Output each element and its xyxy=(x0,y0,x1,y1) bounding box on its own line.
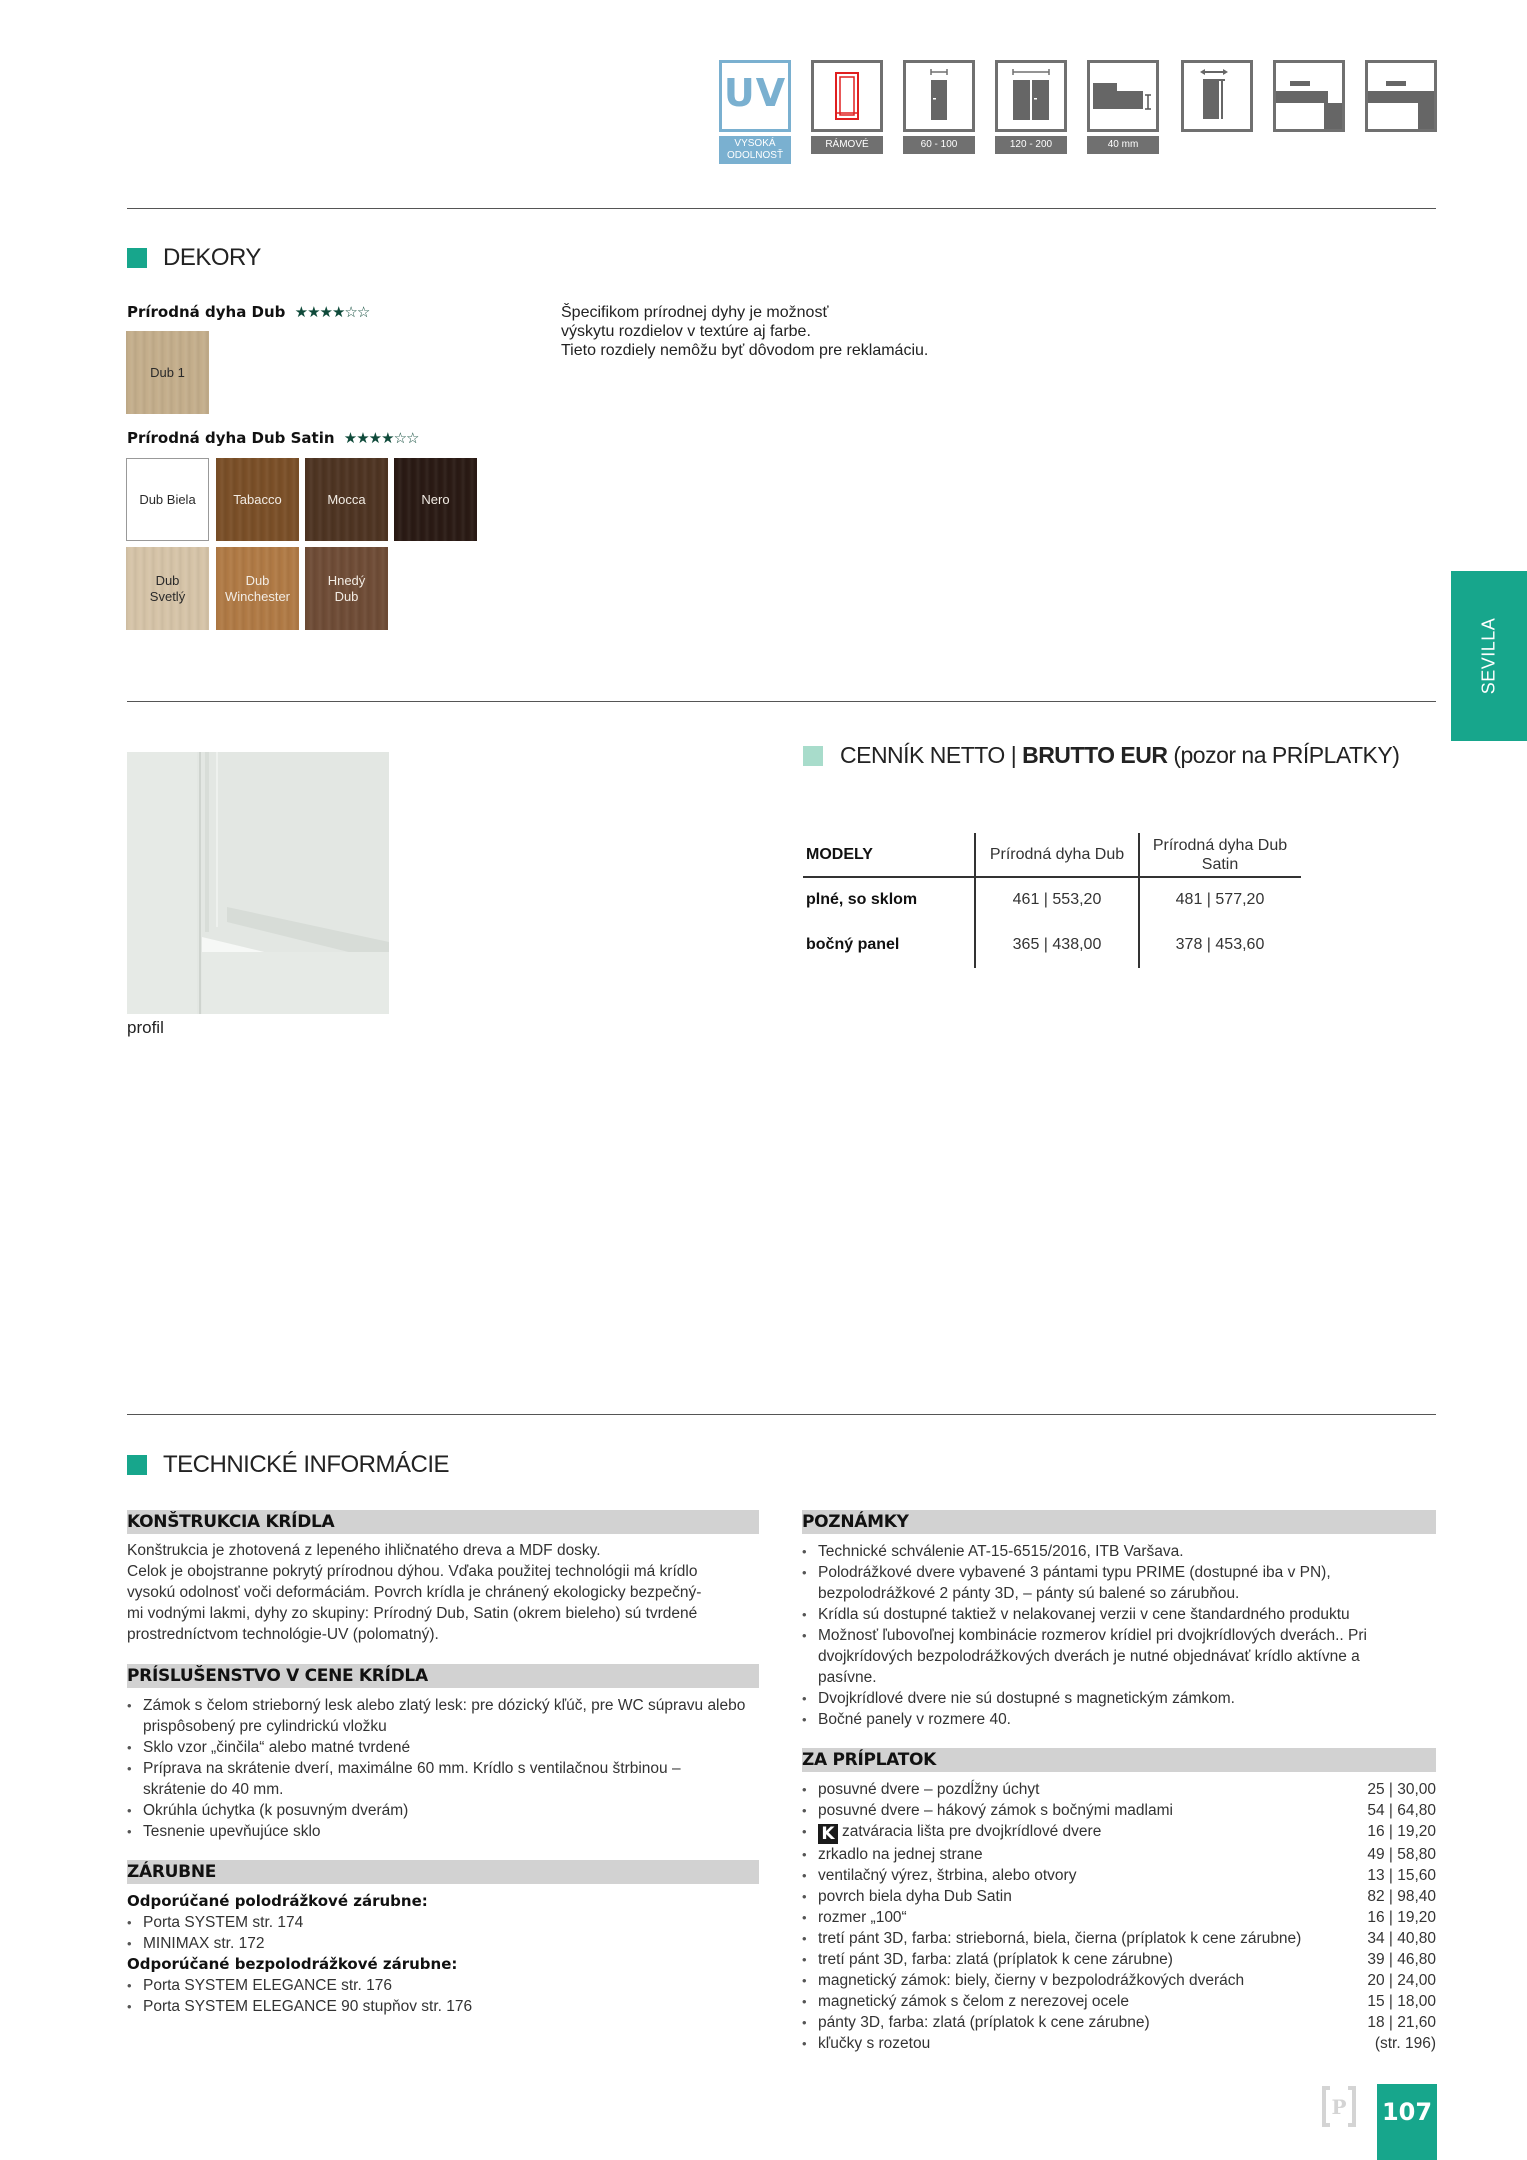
construction-heading: KONŠTRUKCIA KRÍDLA xyxy=(127,1510,759,1534)
list-item: • Sklo vzor „činčila“ alebo matné tvrdené xyxy=(127,1737,747,1758)
surcharge-item: • posuvné dvere – pozdĺžny úchyt 25 | 30,00 xyxy=(802,1779,1436,1800)
table-header: Prírodná dyha Dub Satin xyxy=(1152,837,1288,873)
door-thickness-icon xyxy=(1087,60,1159,132)
frames-subheading: Odporúčané bezpolodrážkové zárubne: xyxy=(127,1955,458,1973)
table-header: Prírodná dyha Dub xyxy=(989,846,1125,863)
list-item: • Zámok s čelom strieborný lesk alebo zlatý lesk: pre dózický kľúč, pre WC súpravu alebo prispôsobený pre cylindrickú vložku xyxy=(127,1695,747,1737)
list-item: • Porta SYSTEM ELEGANCE str. 176 xyxy=(127,1975,747,1996)
rating-stars-icon: ★★★★☆☆ xyxy=(294,303,370,321)
table-cell: 378 | 453,60 xyxy=(1175,936,1265,953)
list-item: • Polodrážkové dvere vybavené 3 pántami typu PRIME (dostupné iba v PN), bezpolodrážkové 2 pánty 3D, – pánty sú balené so zárubňou. xyxy=(802,1562,1422,1604)
frames-heading: ZÁRUBNE xyxy=(127,1860,759,1884)
section-marker xyxy=(803,746,823,766)
list-item: • Porta SYSTEM ELEGANCE 90 stupňov str. 176 xyxy=(127,1996,747,2017)
table-cell: 461 | 553,20 xyxy=(1012,891,1102,908)
table-cell: 365 | 438,00 xyxy=(1012,936,1102,953)
accessories-list xyxy=(127,1695,747,1842)
single-door-width-label: 60 - 100 xyxy=(903,136,975,154)
k-badge-icon: K xyxy=(818,1824,838,1844)
model-side-tab[interactable]: SEVILLA xyxy=(1451,571,1527,741)
list-item: • Porta SYSTEM str. 174 xyxy=(127,1912,747,1933)
surcharge-item: • tretí pánt 3D, farba: zlatá (príplatok k cene zárubne) 39 | 46,80 xyxy=(802,1949,1436,1970)
swatch-hnedy-dub[interactable]: Hnedý Dub xyxy=(305,547,388,630)
swatch-dub-biela[interactable]: Dub Biela xyxy=(126,458,209,541)
divider xyxy=(127,1414,1436,1415)
surcharge-item: • magnetický zámok s čelom z nerezovej ocele 15 | 18,00 xyxy=(802,1991,1436,2012)
uv-resistance-icon: UV xyxy=(719,60,791,132)
rebated-frame-icon xyxy=(1273,60,1345,132)
decors-title: DEKORY xyxy=(163,244,261,271)
list-item: • Možnosť ľubovoľnej kombinácie rozmerov krídiel pri dvojkrídlových dverách.. Pri dvojkrídových bezpolodrážkových dverách je nutné objednávať krídlo aktívne a pasívne. xyxy=(802,1625,1422,1688)
frame-door-label: RÁMOVÉ xyxy=(811,136,883,154)
list-item: • Okrúhla úchytka (k posuvným dverám) xyxy=(127,1800,747,1821)
veneer-note: Špecifikom prírodnej dyhy je možnosť výskytu rozdielov v textúre aj farbe. Tieto rozdiely nemôžu byť dôvodom pre reklamáciu. xyxy=(561,304,929,359)
table-cell: 481 | 577,20 xyxy=(1175,891,1265,908)
swatch-dub-winchester[interactable]: Dub Winchester xyxy=(216,547,299,630)
non-rebated-frame-icon xyxy=(1365,60,1437,132)
frame-door-icon xyxy=(811,60,883,132)
list-item: • Tesnenie upevňujúce sklo xyxy=(127,1821,747,1842)
decor-group-title: Prírodná dyha Dub Satin ★★★★☆☆ xyxy=(127,429,419,447)
sliding-door-icon xyxy=(1181,60,1253,132)
list-item: • Príprava na skrátenie dverí, maximálne 60 mm. Krídlo s ventilačnou štrbinou – skrátenie do 40 mm. xyxy=(127,1758,747,1800)
list-item: • Krídla sú dostupné taktiež v nelakovanej verzii v cene štandardného produktu xyxy=(802,1604,1422,1625)
construction-text: Konštrukcia je zhotovená z lepeného ihličnatého dreva a MDF dosky. Celok je obojstranne pokrytý prírodnou dýhou. Vďaka použitej technológii má krídlo vysokú odolnosť voči deformáciám. Povrch krídla je chránený ekologicky bezpečný- mi vodnými lakmi, dyhy zo skupiny: Prírodný Dub, Satin (okrem bieleho) sú tvrdené prostredníctvom technológie-UV (polomatný). xyxy=(127,1542,702,1643)
list-item: • Dvojkrídlové dvere nie sú dostupné s magnetickým zámkom. xyxy=(802,1688,1422,1709)
svg-text:P: P xyxy=(1331,2095,1347,2119)
swatch-mocca[interactable]: Mocca xyxy=(305,458,388,541)
frames-subheading: Odporúčané polodrážkové zárubne: xyxy=(127,1892,428,1910)
divider xyxy=(127,208,1436,209)
table-header: MODELY xyxy=(806,846,873,863)
list-item: • Technické schválenie AT-15-6515/2016, ITB Varšava. xyxy=(802,1541,1422,1562)
surcharge-item: • posuvné dvere – hákový zámok s bočnými madlami 54 | 64,80 xyxy=(802,1800,1436,1821)
surcharge-list xyxy=(802,1779,1436,2054)
surcharge-item: • tretí pánt 3D, farba: strieborná, biela, čierna (príplatok k cene zárubne) 34 | 40,80 xyxy=(802,1928,1436,1949)
list-item: • Bočné panely v rozmere 40. xyxy=(802,1709,1422,1730)
price-list-title: CENNÍK NETTO | BRUTTO EUR (pozor na PRÍPLATKY) xyxy=(840,742,1400,768)
swatch-dub-svetly[interactable]: Dub Svetlý xyxy=(126,547,209,630)
surcharge-item: • ventilačný výrez, štrbina, alebo otvory 13 | 15,60 xyxy=(802,1865,1436,1886)
surcharge-item: • K zatváracia lišta pre dvojkrídlové dvere 16 | 19,20 xyxy=(802,1821,1436,1844)
surcharge-heading: ZA PRÍPLATOK xyxy=(802,1748,1436,1772)
double-door-width-icon xyxy=(995,60,1067,132)
brand-logo-icon xyxy=(1320,2084,1358,2129)
tech-info-title: TECHNICKÉ INFORMÁCIE xyxy=(163,1451,450,1478)
door-thickness-label: 40 mm xyxy=(1087,136,1159,154)
list-item: • MINIMAX str. 172 xyxy=(127,1933,747,1954)
surcharge-item: • kľučky s rozetou (str. 196) xyxy=(802,2033,1436,2054)
section-marker xyxy=(127,1455,147,1475)
swatch-dub-1[interactable]: Dub 1 xyxy=(126,331,209,414)
frames-list xyxy=(127,1891,747,2017)
surcharge-item: • zrkadlo na jednej strane 49 | 58,80 xyxy=(802,1844,1436,1865)
table-row-label: bočný panel xyxy=(806,936,900,953)
decor-group-title: Prírodná dyha Dub ★★★★☆☆ xyxy=(127,303,370,321)
rating-stars-icon: ★★★★☆☆ xyxy=(343,429,419,447)
surcharge-item: • povrch biela dyha Dub Satin 82 | 98,40 xyxy=(802,1886,1436,1907)
double-door-width-label: 120 - 200 xyxy=(995,136,1067,154)
profile-caption: profil xyxy=(127,1018,164,1037)
surcharge-item: • pánty 3D, farba: zlatá (príplatok k cene zárubne) 18 | 21,60 xyxy=(802,2012,1436,2033)
divider xyxy=(127,701,1436,702)
surcharge-item: • rozmer „100“ 16 | 19,20 xyxy=(802,1907,1436,1928)
accessories-heading: PRÍSLUŠENSTVO V CENE KRÍDLA xyxy=(127,1664,759,1688)
uv-label: VYSOKÁ ODOLNOSŤ xyxy=(719,136,791,164)
swatch-nero[interactable]: Nero xyxy=(394,458,477,541)
single-door-width-icon xyxy=(903,60,975,132)
table-row-label: plné, so sklom xyxy=(806,891,918,908)
page-number: 107 xyxy=(1377,2084,1437,2160)
profile-image xyxy=(127,752,389,1014)
section-marker xyxy=(127,248,147,268)
surcharge-item: • magnetický zámok: biely, čierny v bezpolodrážkových dverách 20 | 24,00 xyxy=(802,1970,1436,1991)
notes-heading: POZNÁMKY xyxy=(802,1510,1436,1534)
table-rule xyxy=(803,876,1301,878)
swatch-tabacco[interactable]: Tabacco xyxy=(216,458,299,541)
notes-list xyxy=(802,1541,1422,1730)
